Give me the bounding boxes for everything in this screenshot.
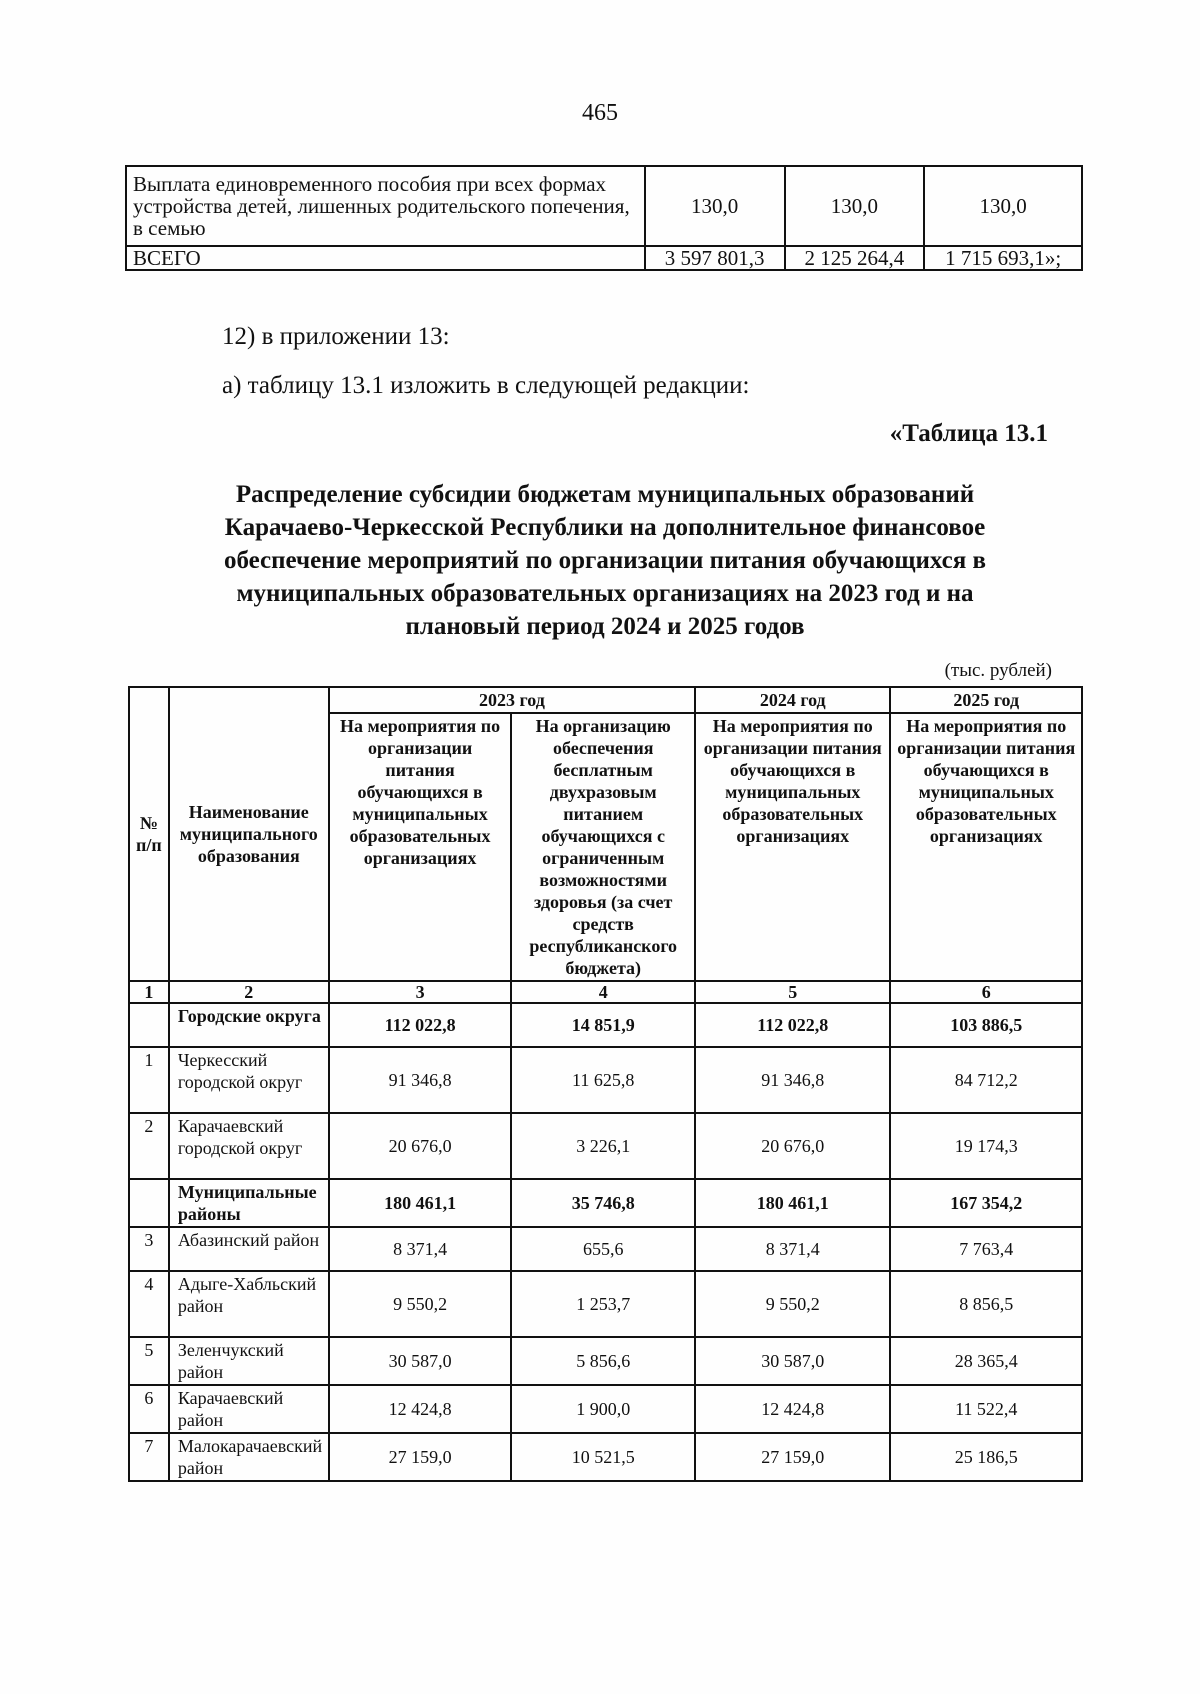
value-cell: 1 253,7 — [511, 1271, 695, 1337]
column-number: 3 — [329, 981, 512, 1003]
title-line: обеспечение мероприятий по организации питания обучающихся в — [223, 547, 987, 574]
value-cell: 8 371,4 — [695, 1227, 890, 1271]
value-cell: 8 856,5 — [890, 1271, 1082, 1337]
value-cell: 130,0 — [924, 166, 1082, 246]
municipality-name: Черкесский городской округ — [169, 1047, 329, 1113]
row-number: 2 — [129, 1113, 169, 1179]
table-row — [129, 1385, 1082, 1433]
header-year-2023: 2023 год — [329, 687, 695, 713]
table-row — [126, 166, 1082, 246]
title-line: Карачаево-Черкесской Республики на дополнительное финансовое — [224, 514, 986, 541]
header-year-2025: 2025 год — [890, 687, 1082, 713]
value-cell: 7 763,4 — [890, 1227, 1082, 1271]
column-number: 1 — [129, 981, 169, 1003]
subsidy-table — [128, 686, 1083, 1482]
table-row — [129, 1337, 1082, 1385]
header-row — [129, 687, 1082, 713]
value-cell: 8 371,4 — [329, 1227, 512, 1271]
group-total-row — [129, 1003, 1082, 1047]
units-label: (тыс. рублей) — [944, 660, 1052, 681]
title-line: плановый период 2024 и 2025 годов — [405, 613, 805, 640]
value-cell: 112 022,8 — [695, 1003, 890, 1047]
paragraph-appendix: 12) в приложении 13: — [222, 323, 450, 350]
value-cell: 2 125 264,4 — [785, 246, 925, 270]
row-number — [129, 1179, 169, 1227]
value-cell: 35 746,8 — [511, 1179, 695, 1227]
continuation-table — [125, 165, 1083, 271]
value-cell: 5 856,6 — [511, 1337, 695, 1385]
municipality-name: Адыге-Хабльский район — [169, 1271, 329, 1337]
value-cell: 27 159,0 — [695, 1433, 890, 1481]
value-cell: 655,6 — [511, 1227, 695, 1271]
column-number: 6 — [890, 981, 1082, 1003]
header-name: Наименование муниципального образования — [169, 687, 329, 981]
row-label: ВСЕГО — [126, 246, 645, 270]
value-cell: 30 587,0 — [329, 1337, 512, 1385]
table-row — [129, 1227, 1082, 1271]
value-cell: 30 587,0 — [695, 1337, 890, 1385]
table-row — [129, 1113, 1082, 1179]
value-cell: 180 461,1 — [329, 1179, 512, 1227]
header-col6: На мероприятия по организации питания обучающихся в муниципальных образовательных организациях — [890, 713, 1082, 981]
row-number — [129, 1003, 169, 1047]
value-cell: 3 226,1 — [511, 1113, 695, 1179]
header-num: № п/п — [129, 687, 169, 981]
value-cell: 9 550,2 — [329, 1271, 512, 1337]
row-label: Выплата единовременного пособия при всех формах устройства детей, лишенных родительского попечения, в семью — [126, 166, 645, 246]
value-cell: 130,0 — [785, 166, 925, 246]
row-number: 1 — [129, 1047, 169, 1113]
value-cell: 91 346,8 — [329, 1047, 512, 1113]
title-line: муниципальных образовательных организациях на 2023 год и на — [236, 580, 974, 607]
value-cell: 11 522,4 — [890, 1385, 1082, 1433]
value-cell: 14 851,9 — [511, 1003, 695, 1047]
table-title — [130, 478, 1080, 643]
municipality-name: Зеленчукский район — [169, 1337, 329, 1385]
table-label: «Таблица 13.1 — [889, 420, 1048, 447]
value-cell: 180 461,1 — [695, 1179, 890, 1227]
row-number: 3 — [129, 1227, 169, 1271]
municipality-name: Городские округа — [169, 1003, 329, 1047]
value-cell: 20 676,0 — [695, 1113, 890, 1179]
column-number: 2 — [169, 981, 329, 1003]
municipality-name: Малокарачаевский район — [169, 1433, 329, 1481]
row-number: 5 — [129, 1337, 169, 1385]
value-cell: 103 886,5 — [890, 1003, 1082, 1047]
column-number: 5 — [695, 981, 890, 1003]
header-col3: На мероприятия по организации питания обучающихся в муниципальных образовательных организациях — [329, 713, 512, 981]
row-number: 7 — [129, 1433, 169, 1481]
column-number: 4 — [511, 981, 695, 1003]
value-cell: 28 365,4 — [890, 1337, 1082, 1385]
header-col5: На мероприятия по организации питания обучающихся в муниципальных образовательных организациях — [695, 713, 890, 981]
table-row — [129, 1271, 1082, 1337]
value-cell: 19 174,3 — [890, 1113, 1082, 1179]
table-row — [129, 1047, 1082, 1113]
value-cell: 12 424,8 — [329, 1385, 512, 1433]
header-year-2024: 2024 год — [695, 687, 890, 713]
value-cell: 9 550,2 — [695, 1271, 890, 1337]
table-row — [129, 1433, 1082, 1481]
title-line: Распределение субсидии бюджетам муниципальных образований — [235, 481, 975, 508]
value-cell: 112 022,8 — [329, 1003, 512, 1047]
value-cell: 3 597 801,3 — [645, 246, 785, 270]
value-cell: 12 424,8 — [695, 1385, 890, 1433]
municipality-name: Карачаевский городской округ — [169, 1113, 329, 1179]
municipality-name: Муниципальные районы — [169, 1179, 329, 1227]
value-cell: 1 715 693,1»; — [924, 246, 1082, 270]
header-col4: На организацию обеспечения бесплатным двухразовым питанием обучающихся с ограниченным возможностями здоровья (за счет средств республиканского бюджета) — [511, 713, 695, 981]
municipality-name: Абазинский район — [169, 1227, 329, 1271]
column-number-row — [129, 981, 1082, 1003]
municipality-name: Карачаевский район — [169, 1385, 329, 1433]
page-number: 465 — [582, 100, 618, 126]
group-total-row — [129, 1179, 1082, 1227]
value-cell: 25 186,5 — [890, 1433, 1082, 1481]
value-cell: 167 354,2 — [890, 1179, 1082, 1227]
value-cell: 1 900,0 — [511, 1385, 695, 1433]
row-number: 6 — [129, 1385, 169, 1433]
row-number: 4 — [129, 1271, 169, 1337]
value-cell: 10 521,5 — [511, 1433, 695, 1481]
value-cell: 130,0 — [645, 166, 785, 246]
paragraph-instruction: а) таблицу 13.1 изложить в следующей редакции: — [222, 372, 750, 399]
value-cell: 91 346,8 — [695, 1047, 890, 1113]
value-cell: 84 712,2 — [890, 1047, 1082, 1113]
value-cell: 27 159,0 — [329, 1433, 512, 1481]
value-cell: 11 625,8 — [511, 1047, 695, 1113]
table-row — [126, 246, 1082, 270]
value-cell: 20 676,0 — [329, 1113, 512, 1179]
